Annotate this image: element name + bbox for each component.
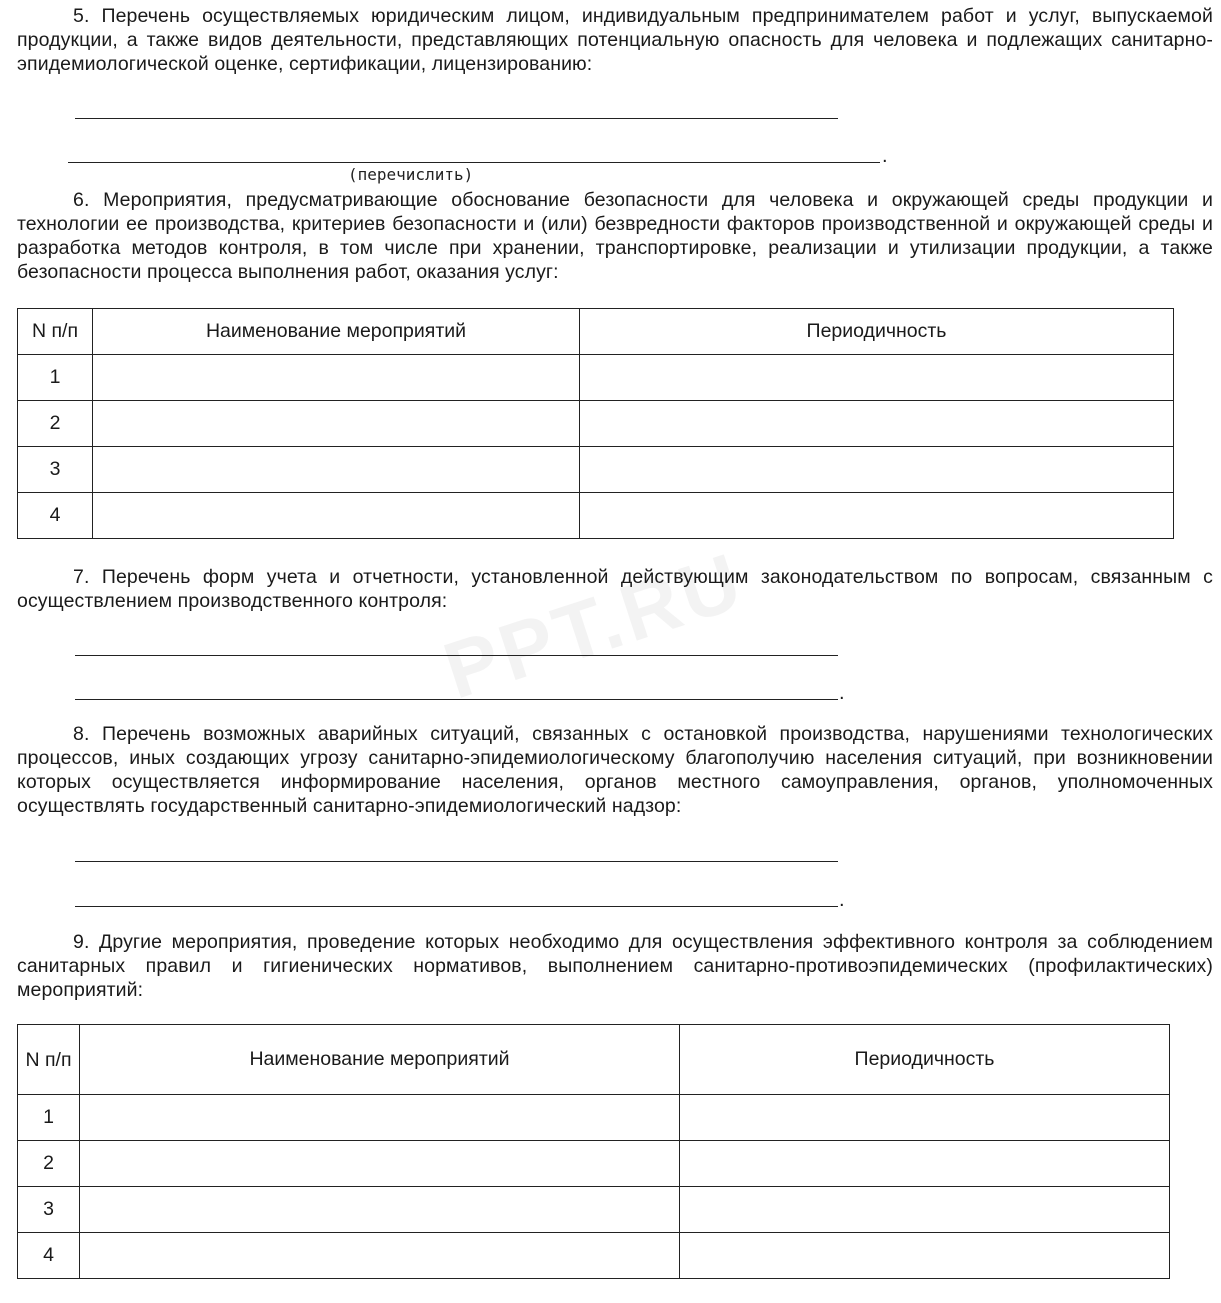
header-activity-name: Наименование мероприятий: [80, 1025, 680, 1095]
header-number: N п/п: [18, 309, 93, 355]
watermark: PPT.RU: [433, 535, 755, 716]
table-row: [18, 1095, 1170, 1141]
row-number: 4: [18, 493, 93, 539]
periodicity-cell[interactable]: [680, 1095, 1170, 1141]
periodicity-cell[interactable]: [580, 401, 1174, 447]
header-periodicity: Периодичность: [580, 309, 1174, 355]
periodicity-cell[interactable]: [580, 447, 1174, 493]
section-9-text: 9. Другие мероприятия, проведение которых необходимо для осуществления эффективного контроля за соблюдением санитарных правил и гигиенических нормативов, выполнением санитарно-противоэпидемических (профилактических) мероприятий:: [17, 931, 1213, 1001]
periodicity-cell[interactable]: [580, 493, 1174, 539]
row-number: 3: [18, 447, 93, 493]
row-number: 4: [18, 1233, 80, 1279]
table-row: [18, 493, 1174, 539]
table-row: [18, 401, 1174, 447]
row-number: 1: [18, 1095, 80, 1141]
table-row: [18, 1141, 1170, 1187]
section-6-table: [17, 308, 1174, 539]
section-8-blank-line-2[interactable]: [75, 906, 838, 907]
table-row: [18, 1187, 1170, 1233]
row-number: 3: [18, 1187, 80, 1233]
section-5-end-dot: .: [882, 145, 888, 167]
table-header-row: [18, 309, 1174, 355]
header-number: N п/п: [18, 1025, 80, 1095]
section-5-caption: (перечислить): [348, 165, 474, 184]
section-8-text: 8. Перечень возможных аварийных ситуаций, связанных с остановкой производства, нарушениями технологических процессов, иных создающих угрозу санитарно-эпидемиологическому благополучию населения ситуаций, при возникновении которых осуществляется информирование населения, органов местного самоуправления, органов, уполномоченных осуществлять государственный санитарно-эпидемиологический надзор:: [17, 723, 1213, 817]
table-header-row: [18, 1025, 1170, 1095]
table-row: [18, 1233, 1170, 1279]
section-6-text: 6. Мероприятия, предусматривающие обоснование безопасности для человека и окружающей среды продукции и технологии ее производства, критериев безопасности и (или) безвредности факторов производственной и окружающей среды и разработка методов контроля, в том числе при хранении, транспортировке, реализации и утилизации продукции, а также безопасности процесса выполнения работ, оказания услуг:: [17, 189, 1213, 283]
periodicity-cell[interactable]: [680, 1187, 1170, 1233]
row-number: 2: [18, 1141, 80, 1187]
header-activity-name: Наименование мероприятий: [93, 309, 580, 355]
header-periodicity: Периодичность: [680, 1025, 1170, 1095]
activity-cell[interactable]: [80, 1095, 680, 1141]
table-row: [18, 447, 1174, 493]
section-5-blank-line-1[interactable]: [75, 118, 838, 119]
section-5-text: 5. Перечень осуществляемых юридическим лицом, индивидуальным предпринимателем работ и услуг, выпускаемой продукции, а также видов деятельности, представляющих потенциальную опасность для человека и подлежащих санитарно-эпидемиологической оценке, сертификации, лицензированию:: [17, 5, 1213, 75]
section-7-blank-line-2[interactable]: [75, 699, 838, 700]
activity-cell[interactable]: [93, 493, 580, 539]
section-7-end-dot: .: [839, 682, 845, 704]
activity-cell[interactable]: [93, 447, 580, 493]
section-7-blank-line-1[interactable]: [75, 655, 838, 656]
row-number: 1: [18, 355, 93, 401]
activity-cell[interactable]: [80, 1233, 680, 1279]
activity-cell[interactable]: [80, 1141, 680, 1187]
periodicity-cell[interactable]: [680, 1233, 1170, 1279]
section-8-blank-line-1[interactable]: [75, 861, 838, 862]
table-row: [18, 355, 1174, 401]
row-number: 2: [18, 401, 93, 447]
periodicity-cell[interactable]: [680, 1141, 1170, 1187]
section-5-blank-line-2[interactable]: [68, 162, 880, 163]
activity-cell[interactable]: [93, 355, 580, 401]
section-9-table: [17, 1024, 1170, 1279]
periodicity-cell[interactable]: [580, 355, 1174, 401]
activity-cell[interactable]: [80, 1187, 680, 1233]
activity-cell[interactable]: [93, 401, 580, 447]
section-7-text: 7. Перечень форм учета и отчетности, установленной действующим законодательством по вопросам, связанным с осуществлением производственного контроля:: [17, 566, 1213, 612]
section-8-end-dot: .: [839, 889, 845, 911]
